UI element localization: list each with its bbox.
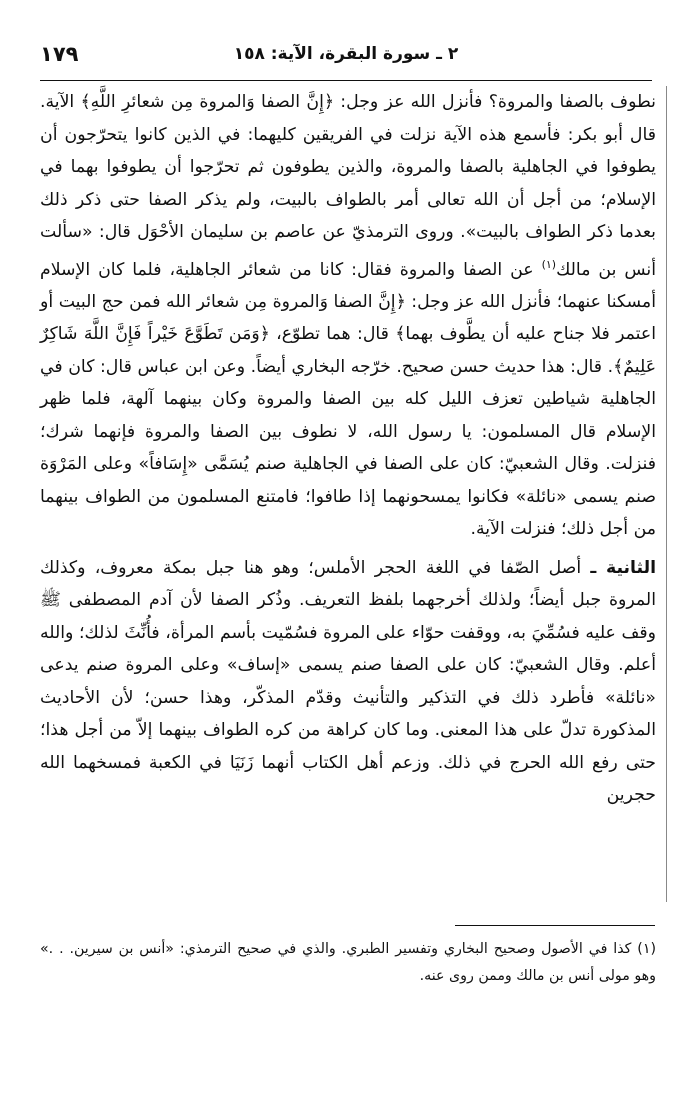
page-header — [40, 42, 652, 78]
main-text — [40, 86, 656, 812]
section-lead: الثانية ـ — [590, 557, 657, 578]
paragraph-hadith-text-b: عن الصفا والمروة فقال: كانا من شعائر الجاهلية، فلما كان الإسلام أمسكنا عنهما؛ فأنزل الله عز وجل: ﴿إِنَّ الصفا وَالمروة مِن شعائر الله فمن حج البيت أو اعتمر فلا جناح عليه أن يطَّوف بهما﴾ قال: هما تطوّع، ﴿وَمَن تَطَوَّعَ خَيْراً فَإِنَّ اللَّهَ شَاكِرٌ عَلِيمٌ﴾. قال: هذا حديث حسن صحيح. خرّجه البخاري أيضاً. وعن ابن عباس قال: كان في الجاهلية شياطين تعزف الليل كله بين الصفا والمروة وكان بينهما آلهة، فلما ظهر الإسلام قال المسلمون: يا رسول الله، لا نطوف بين الصفا والمروة فإنهما شرك؛ فنزلت. وقال الشعبيّ: كان على الصفا في الجاهلية صنم يُسَمَّى «إِسَافاً» وعلى المَرْوَة صنم يسمى «نائلة» فكانوا يمسحونهما إذا طافوا؛ فامتنع المسلمون من الطواف بينهما من أجل ذلك؛ فنزلت الآية. — [40, 259, 656, 540]
paragraph-hadith — [40, 86, 656, 546]
paragraph-second-issue-text: أصل الصّفا في اللغة الحجر الأملس؛ وهو هنا جبل بمكة معروف، وكذلك المروة جبل أيضاً؛ ولذلك أخرجهما بلفظ التعريف. وذُكر الصفا لأن آدم المصطفى ﷺ وقف عليه فسُمِّيَ به، ووقفت حوّاء على المروة فسُمّيت بأسم المرأة، فأُنِّثَ لذلك؛ والله أعلم. وقال الشعبيّ: كان على الصفا صنم يسمى «إساف» وعلى المروة صنم يدعى «نائلة» فأطرد ذلك في التذكير والتأنيث وقدّم المذكّر، وهذا حسن؛ لأن الأحاديث المذكورة تدلّ على هذا المعنى. وما كان كراهة من كره الطواف بينهما إلاّ من أجل هذا؛ حتى رفع الله الحرج في ذلك. وزعم أهل الكتاب أنهما زَنَيَا في الكعبة فمسخهما الله حجرين — [40, 557, 656, 806]
running-title: ٢ ـ سورة البقرة، الآية: ١٥٨ — [233, 44, 459, 64]
footnote-ref: (١) — [541, 257, 557, 271]
paragraph-second-issue — [40, 552, 656, 812]
footnote-rule — [455, 925, 655, 926]
page-number: ١٧٩ — [40, 42, 79, 66]
paragraph-hadith-text-a: نطوف بالصفا والمروة؟ فأنزل الله عز وجل: ﴿إِنَّ الصفا وَالمروة مِن شعائرِ اللَّهِ﴾ الآية. قال أبو بكر: فأسمع هذه الآية نزلت في الفريقين كليهما: في الذين كانوا يتحرّجون أن يطوفوا في الجاهلية بالصفا والمروة، والذين يطوفون ثم تحرّجوا أن يطوفوا بهما في الإسلام؛ من أجل أن الله تعالى أمر بالطواف بالبيت، ولم يذكر الصفا حتى ذكر ذلك بعدما ذكر الطواف بالبيت». وروى الترمذيّ عن عاصم بن سليمان الأحْوَل قال: «سألت أنس بن مالك — [40, 92, 656, 280]
margin-line — [666, 86, 667, 902]
footnotes — [40, 936, 656, 990]
header-rule — [40, 80, 652, 81]
footnote-1: (١) كذا في الأصول وصحيح البخاري وتفسير الطبري. والذي في صحيح الترمذي: «أنس بن سيرين. . .» وهو مولى أنس بن مالك وممن روى عنه. — [40, 941, 656, 984]
